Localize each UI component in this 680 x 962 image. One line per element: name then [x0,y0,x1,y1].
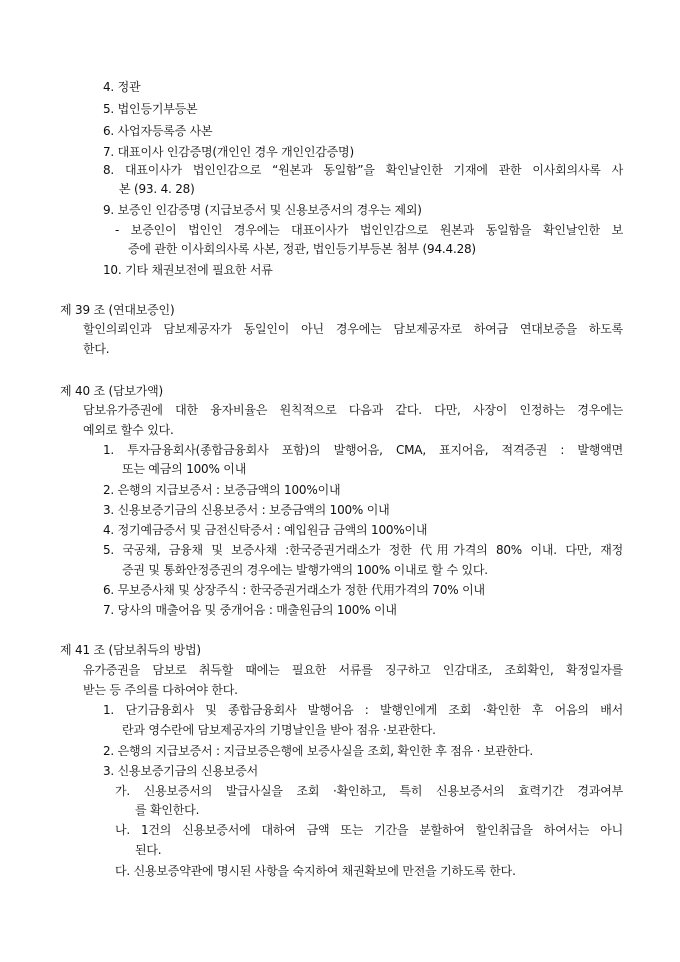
list-item: 6. 무보증사채 및 상장주식 : 한국증권거래소가 정한 代用가격의 70% 이내 [103,583,485,597]
list-item-sub: 가. 신용보증서의 발급사실을 조회 ·확인하고, 특히 신용보증서의 효력기간 경과여부 [115,784,623,798]
list-item: 5. 법인등기부등본 [103,102,198,116]
list-item-continuation: 증권 및 통화안정증권의 경우에는 발행가액의 100% 이내로 할 수 있다. [122,563,488,577]
list-item: 8. 대표이사가 법인인감으로 “원본과 동일함”을 확인날인한 기재에 관한 이사회의사록 사 [103,163,623,177]
list-item-sub: 나. 1건의 신용보증서에 대하여 금액 또는 기간을 분할하여 할인취급을 하여서는 아니 [115,823,623,837]
list-item: 4. 정기예금증서 및 금전신탁증서 : 예입원금 금액의 100%이내 [103,523,428,537]
list-item-sub: - 보증인이 법인인 경우에는 대표이사가 법인인감으로 원본과 동일함을 확인날인한 보 [115,223,623,237]
list-item-sub: 다. 신용보증약관에 명시된 사항을 숙지하여 채권확보에 만전을 기하도록 한다. [115,864,516,878]
list-item: 7. 당사의 매출어음 및 중개어음 : 매출원금의 100% 이내 [103,603,397,617]
list-item: 1. 투자금융회사(종합금융회사 포함)의 발행어음, CMA, 표지어음, 적격증권 : 발행액면 [103,443,623,457]
article-body: 담보유가증권에 대한 융자비율은 원칙적으로 다음과 같다. 다만, 사장이 인정하는 경우에는 [83,403,623,417]
list-item: 10. 기타 채권보전에 필요한 서류 [103,263,273,277]
list-item: 5. 국공채, 금융채 및 보증사채 :한국증권거래소가 정한 代用가격의 80% 이내. 다만, 재정 [103,543,623,557]
list-item: 1. 단기금융회사 및 종합금융회사 발행어음 : 발행인에게 조회 ·확인한 후 어음의 배서 [103,703,623,717]
list-item: 3. 신용보증기금의 신용보증서 [103,764,258,778]
list-item-continuation: 본 (93. 4. 28) [119,182,195,196]
article-body: 한다. [83,342,110,356]
list-item: 2. 은행의 지급보증서 : 보증금액의 100%이내 [103,483,341,497]
list-item-continuation: 를 확인한다. [135,803,200,817]
list-item-continuation: 란과 영수란에 담보제공자의 기명날인을 받아 점유 ·보관한다. [122,723,436,737]
article-heading: 제 41 조 (담보취득의 방법) [60,643,201,657]
list-item-continuation: 증에 관한 이사회의사록 사본, 정관, 법인등기부등본 첨부 (94.4.28) [128,242,476,256]
list-item: 6. 사업자등록증 사본 [103,124,213,138]
list-item: 2. 은행의 지급보증서 : 지급보증은행에 보증사실을 조회, 확인한 후 점유 · 보관한다. [103,744,534,758]
list-item: 3. 신용보증기금의 신용보증서 : 보증금액의 100% 이내 [103,503,390,517]
article-heading: 제 40 조 (담보가액) [60,384,164,398]
article-heading: 제 39 조 (연대보증인) [60,303,175,317]
list-item: 7. 대표이사 인감증명(개인인 경우 개인인감증명) [103,145,354,159]
article-body: 예외로 할수 있다. [83,423,174,437]
list-item-continuation: 또는 예금의 100% 이내 [122,462,247,476]
article-body: 유가증권을 담보로 취득할 때에는 필요한 서류를 징구하고 인감대조, 조회확인, 확정일자를 [83,663,623,677]
list-item-continuation: 된다. [135,843,162,857]
article-body: 할인의뢰인과 담보제공자가 동일인이 아닌 경우에는 담보제공자로 하여금 연대보증을 하도록 [83,322,623,336]
article-body: 받는 등 주의를 다하여야 한다. [83,683,238,697]
list-item: 9. 보증인 인감증명 (지급보증서 및 신용보증서의 경우는 제외) [103,203,422,217]
list-item: 4. 정관 [103,80,141,94]
